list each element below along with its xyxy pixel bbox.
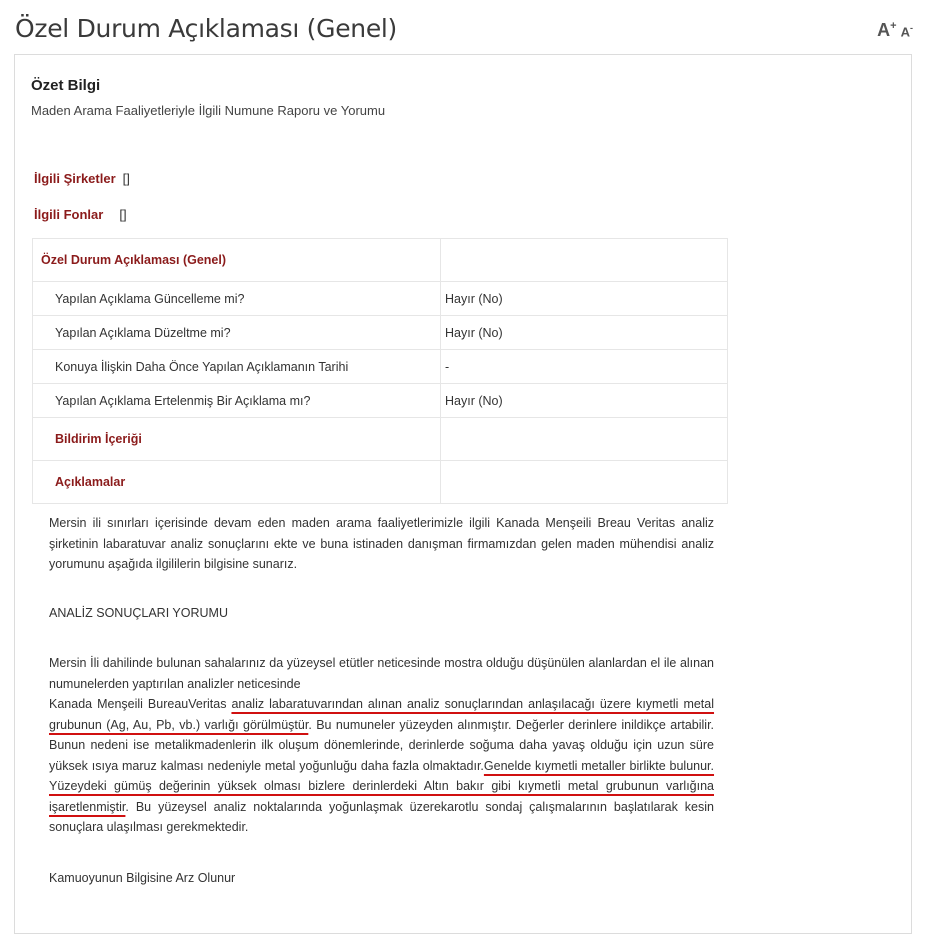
disclosure-table [32,238,728,504]
explanations-header: Açıklamalar [33,461,441,504]
related-companies[interactable] [34,171,130,186]
related-funds[interactable] [34,207,127,222]
table-row [33,384,728,418]
content-panel [14,54,912,934]
intro-paragraph: Mersin ili sınırları içerisinde devam eden maden arama faaliyetlerimizle ilgili Kanada Menşeili Breau Veritas analiz şirketinin labaratuvar analiz sonuçlarını ekte ve buna istinaden danışman firmamızdan gelen maden mühendisi analiz yorumunu aşağıda ilgililerin bilgisine sunarız. [49,516,714,571]
font-increase-button[interactable]: A+ [877,20,897,40]
related-companies-value: [] [122,171,130,186]
row-label: Konuya İlişkin Daha Önce Yapılan Açıklamanın Tarihi [33,350,441,384]
table-header: Özel Durum Açıklaması (Genel) [33,239,441,282]
table-row [33,350,728,384]
row-label: Yapılan Açıklama Düzeltme mi? [33,316,441,350]
row-label: Yapılan Açıklama Ertelenmiş Bir Açıklama mı? [33,384,441,418]
notification-header: Bildirim İçeriği [33,418,441,461]
closing-text: Kamuoyunun Bilgisine Arz Olunur [49,871,236,885]
table-row [33,282,728,316]
row-value: Hayır (No) [441,316,728,350]
page-title: Özel Durum Açıklaması (Genel) [15,14,398,43]
font-size-controls [877,20,913,41]
highlighted-text: analiz labaratuvarından alınan analiz sonuçlarından anlaşılacağı üzere kıymetli metal grubunun (Ag, Au, Pb, vb.) varlığı görülmüştür [49,697,715,732]
row-value: Hayır (No) [441,282,728,316]
row-label: Yapılan Açıklama Güncelleme mi? [33,282,441,316]
related-funds-label[interactable]: İlgili Fonlar [34,207,104,222]
summary-subtitle: Maden Arama Faaliyetleriyle İlgili Numune Raporu ve Yorumu [31,103,386,118]
table-header-row [33,239,728,282]
summary-title: Özet Bilgi [31,77,101,94]
table-row [33,316,728,350]
analysis-paragraph: Mersin İli dahilinde bulunan sahalarınız da yüzeysel etütler neticesinde mostra olduğu düşünülen alanlardan el ile alınan numunelerden yaptırılan analizler neticesinde Kanada Menşeili BureauVeritas analiz labaratuvarından alınan analiz sonuçlarından anlaşılacağı üzere kıymetli metal grubunun (Ag, Au, Pb, vb.) varlığı görülmüştür. Bu numuneler yüzeyden alınmıştır. Değerler derinlere inildikçe artabilir. Bunun nedeni ise metalikmadenlerin ilk oluşum dönemlerinde, derinlerde soğuma daha yavaş olduğu için uzun süre yüksek ısıya maruz kalması nedeniyle metal yoğunluğu daha fazla olmaktadır.Genelde kıymetli metaller birlikte bulunur. Yüzeydeki gümüş değerinin yüksek olması bizlere derinlerdeki Altın bakır gibi kıymetli metal grubunun varlığına işaretlenmiştir. Bu yüzeysel analiz noktalarında yoğunlaşmak üzerekarotlu sondaj çalışmalarının başlatılarak kesin sonuçlara ulaşılması gerekmektedir. [49,656,715,834]
notification-header-row [33,418,728,461]
explanations-header-row [33,461,728,504]
related-companies-label[interactable]: İlgili Şirketler [34,171,116,186]
related-funds-value: [] [119,207,127,222]
row-value: - [441,350,728,384]
font-decrease-button[interactable]: A- [900,22,913,39]
row-value: Hayır (No) [441,384,728,418]
section-title: ANALİZ SONUÇLARI YORUMU [49,606,228,620]
highlighted-text: Genelde kıymetli metaller birlikte bulunur. Yüzeydeki gümüş değerinin yüksek olması bizlere derinlerdeki Altın bakır gibi kıymetli metal grubunun varlığına işaretlenmiştir [49,758,715,814]
